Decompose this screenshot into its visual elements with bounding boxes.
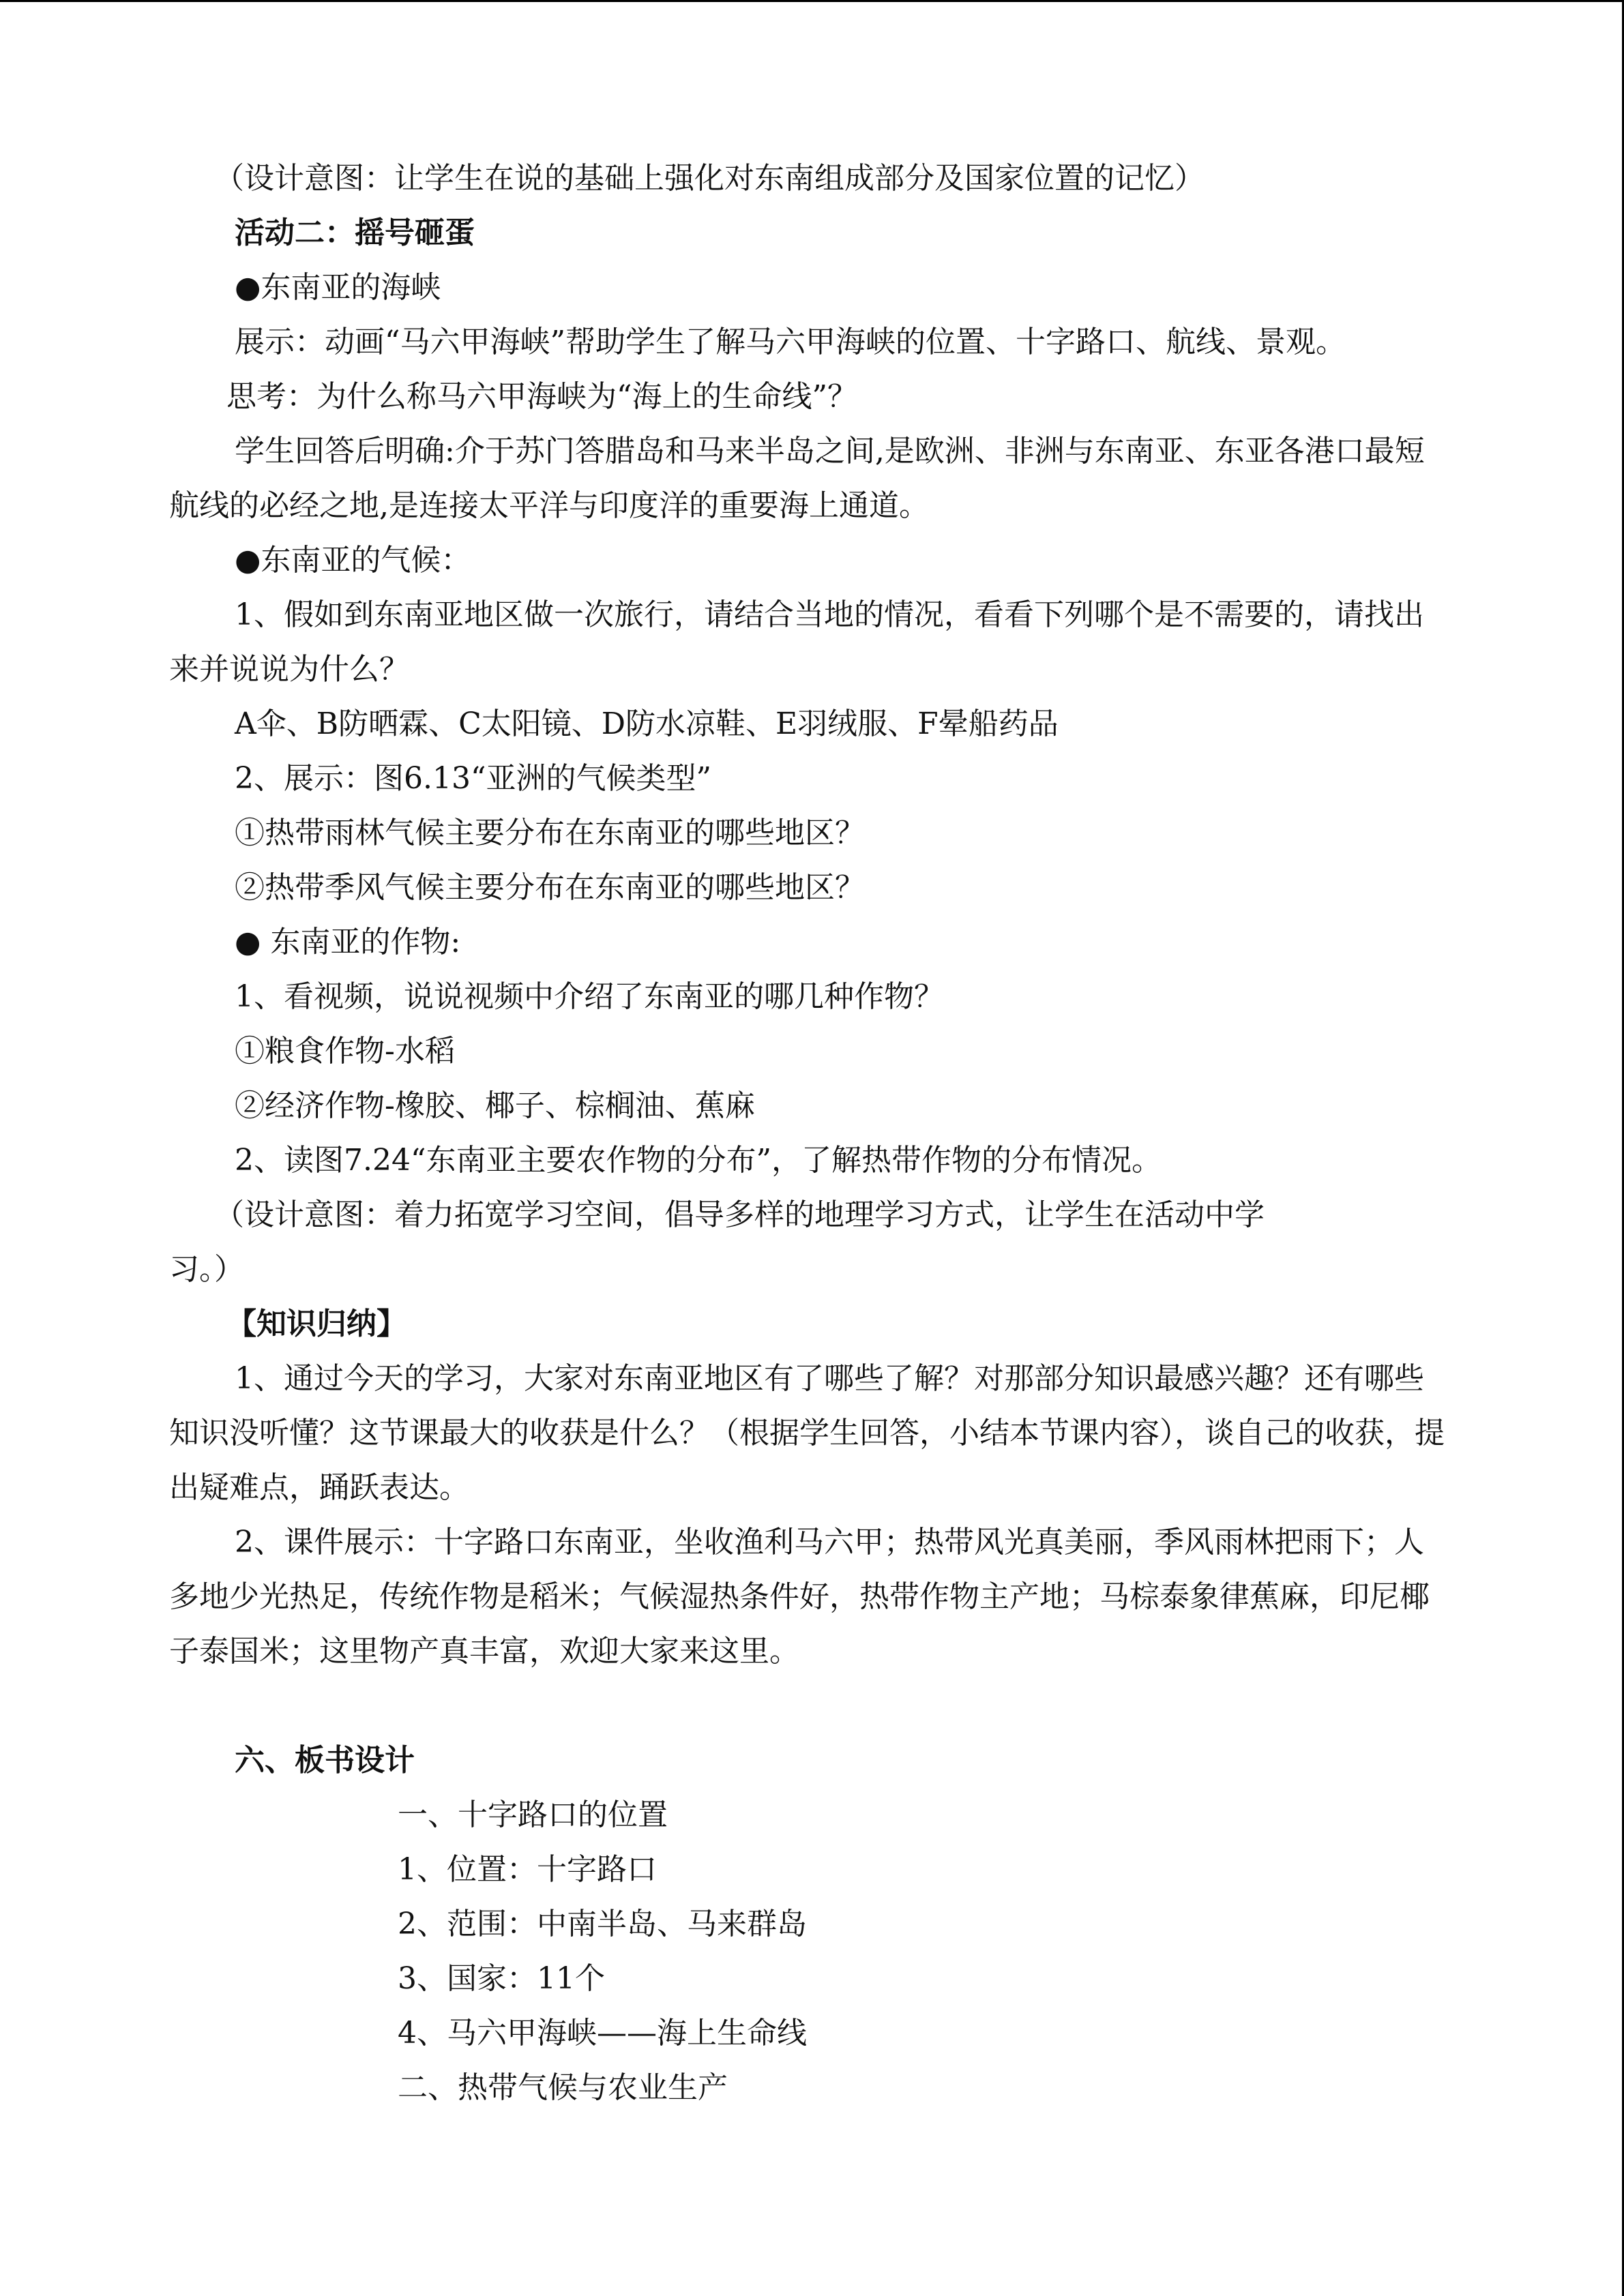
spacer	[169, 1679, 1451, 1733]
board-item-location: 1、位置：十字路口	[398, 1852, 657, 1887]
page-top-border	[0, 0, 1624, 2]
crops-economic: ②经济作物-橡胶、椰子、棕榈油、蕉麻	[235, 1088, 755, 1123]
document-body	[169, 151, 1451, 2115]
crops-heading: ● 东南亚的作物:	[235, 925, 461, 959]
strait-display: 展示：动画“马六甲海峡”帮助学生了解马六甲海峡的位置、十字路口、航线、景观。	[235, 325, 1346, 359]
climate-q2-a: ①热带雨林气候主要分布在东南亚的哪些地区？	[235, 816, 865, 850]
design-intent-2: （设计意图：着力拓宽学习空间，倡导多样的地理学习方式，让学生在活动中学	[214, 1197, 1265, 1232]
strait-answer: 学生回答后明确:介于苏门答腊岛和马来半岛之间,是欧洲、非洲与东南亚、东亚各港口最短航线的必经之地,是连接太平洋与印度洋的重要海上通道。	[169, 434, 1425, 523]
strait-heading: ●东南亚的海峡	[235, 270, 441, 305]
knowledge-summary-heading: 【知识归纳】	[226, 1307, 407, 1341]
activity-two-heading: 活动二：摇号砸蛋	[235, 215, 475, 250]
crops-grain: ①粮食作物-水稻	[235, 1034, 455, 1069]
board-item-range: 2、范围：中南半岛、马来群岛	[398, 1907, 807, 1941]
crops-q1: 1、看视频，说说视频中介绍了东南亚的哪几种作物？	[235, 979, 944, 1014]
design-intent-2-end: 习。）	[169, 1252, 244, 1287]
climate-q2-b: ②热带季风气候主要分布在东南亚的哪些地区？	[235, 870, 865, 905]
board-design-heading: 六、板书设计	[235, 1743, 415, 1778]
climate-q1: 1、假如到东南亚地区做一次旅行，请结合当地的情况，看看下列哪个是不需要的，请找出来并说说为什么？	[169, 597, 1424, 687]
design-intent-1: （设计意图：让学生在说的基础上强化对东南组成部分及国家位置的记忆）	[214, 161, 1205, 196]
strait-question: 思考：为什么称马六甲海峡为“海上的生命线”？	[226, 379, 857, 414]
crops-q2: 2、读图7.24“东南亚主要农作物的分布”，了解热带作物的分布情况。	[235, 1143, 1162, 1178]
summary-item-2: 2、课件展示：十字路口东南亚，坐收渔利马六甲；热带风光真美丽，季风雨林把雨下；人多地少光热足，传统作物是稻米；气候湿热条件好，热带作物主产地；马棕泰象律蕉麻，印尼椰子泰国米；这里物产真丰富，欢迎大家来这里。	[169, 1525, 1430, 1669]
board-section-1: 一、十字路口的位置	[398, 1798, 668, 1832]
climate-heading: ●东南亚的气候：	[235, 543, 471, 578]
climate-options: A伞、B防晒霖、C太阳镜、D防水凉鞋、E羽绒服、F晕船药品	[235, 706, 1059, 741]
board-item-strait: 4、马六甲海峡——海上生命线	[398, 2016, 807, 2051]
board-item-countries: 3、国家：11个	[398, 1961, 605, 1996]
summary-item-1: 1、通过今天的学习，大家对东南亚地区有了哪些了解？对那部分知识最感兴趣？还有哪些知识没听懂？这节课最大的收获是什么？（根据学生回答，小结本节课内容），谈自己的收获，提出疑难点，踊跃表达。	[169, 1361, 1445, 1505]
board-section-2: 二、热带气候与农业生产	[398, 2070, 728, 2105]
climate-q2: 2、展示：图6.13“亚洲的气候类型”	[235, 761, 711, 796]
